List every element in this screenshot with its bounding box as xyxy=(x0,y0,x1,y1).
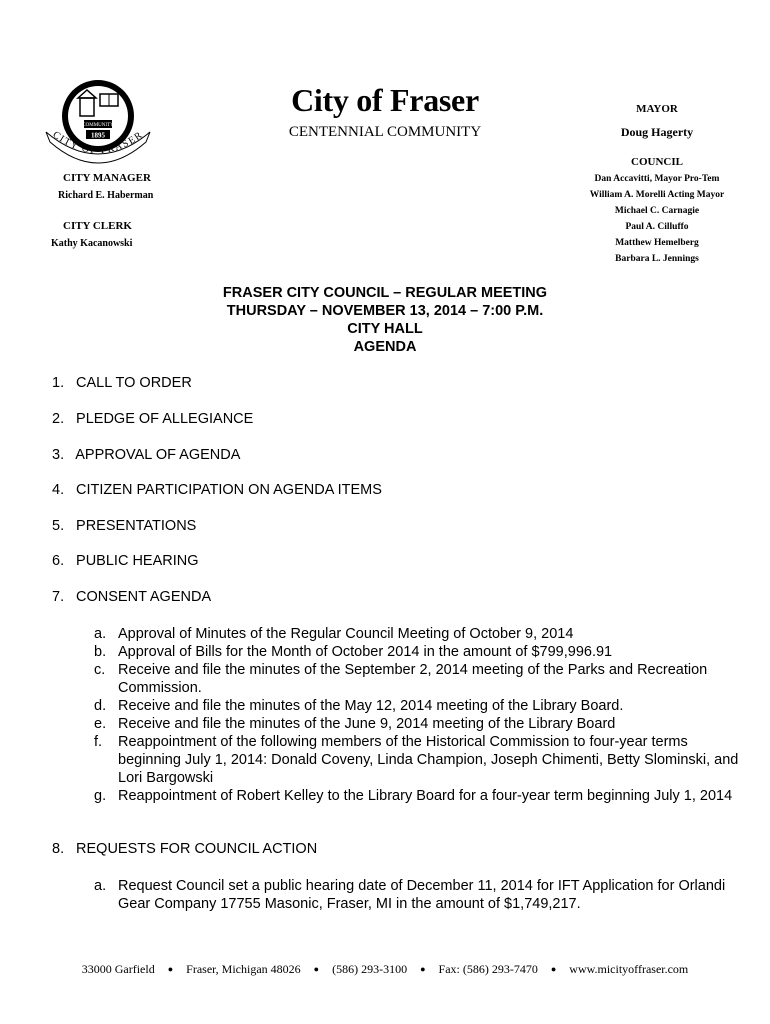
list-item-letter: c. xyxy=(94,662,106,678)
bullet-separator: ● xyxy=(313,964,320,974)
seal-year-text: 1895 xyxy=(91,131,105,140)
bullet-separator: ● xyxy=(420,964,426,974)
council-member: Dan Accavitti, Mayor Pro-Tem xyxy=(594,174,720,184)
bullet-separator: ● xyxy=(167,964,174,974)
agenda-item xyxy=(52,375,192,391)
list-item xyxy=(94,877,744,913)
agenda-item-text: CALL TO ORDER xyxy=(76,375,192,391)
agenda-item-number: 8. xyxy=(52,841,65,857)
list-item-letter: g. xyxy=(94,788,107,804)
footer-address: 33000 Garfield xyxy=(81,962,155,976)
meeting-agenda-label: AGENDA xyxy=(353,339,417,355)
seal-ring-text: CITY OF FRASER xyxy=(50,129,146,157)
agenda-item-text: PLEDGE OF ALLEGIANCE xyxy=(76,411,254,427)
list-item-text: Reappointment of the following members of the Historical Commission to four-year terms beginning July 1, 2014: Donald Coveny, Linda Champion, Joseph Chimenti, Betty Slominski, and Lori Bargowski xyxy=(118,734,739,786)
agenda-item-number: 3. xyxy=(52,447,65,463)
agenda-item xyxy=(52,553,199,569)
council-member: Matthew Hemelberg xyxy=(615,238,699,248)
city-clerk-label: CITY CLERK xyxy=(63,220,132,232)
agenda-item xyxy=(52,411,253,427)
agenda-item-number: 1. xyxy=(52,375,65,391)
agenda-item-text: PRESENTATIONS xyxy=(76,518,197,534)
city-manager-label: CITY MANAGER xyxy=(63,172,151,184)
list-item-text: Receive and file the minutes of the June 9, 2014 meeting of the Library Board xyxy=(118,716,616,732)
list-item-letter: a. xyxy=(94,878,107,894)
list-item xyxy=(94,661,744,697)
council-action-list xyxy=(94,877,744,913)
list-item xyxy=(94,643,744,661)
agenda-item xyxy=(52,589,211,605)
list-item-text: Approval of Bills for the Month of October 2014 in the amount of $799,996.91 xyxy=(118,644,613,660)
bullet-separator: ● xyxy=(550,964,557,974)
meeting-location: CITY HALL xyxy=(347,321,423,337)
list-item xyxy=(94,787,744,805)
footer-fax: Fax: (586) 293-7470 xyxy=(438,962,538,976)
city-clerk-name: Kathy Kacanowski xyxy=(51,238,133,249)
list-item-text: Receive and file the minutes of the September 2, 2014 meeting of the Parks and Recreation Commission. xyxy=(118,662,708,696)
list-item-letter: a. xyxy=(94,626,107,642)
council-member: Barbara L. Jennings xyxy=(615,254,699,264)
footer-phone: (586) 293-3100 xyxy=(332,962,408,976)
list-item-text: Request Council set a public hearing date of December 11, 2014 for IFT Application for Orlandi Gear Company 17755 Masonic, Fraser, MI in the amount of $1,749,217. xyxy=(118,878,726,912)
agenda-item-number: 2. xyxy=(52,411,65,427)
meeting-heading xyxy=(120,284,650,356)
city-title: City of Fraser xyxy=(291,82,479,118)
council-member: Michael C. Carnagie xyxy=(614,206,700,216)
council-member: William A. Morelli Acting Mayor xyxy=(589,190,725,200)
agenda-item xyxy=(52,447,240,463)
mayor-name: Doug Hagerty xyxy=(620,125,694,139)
footer-contact xyxy=(0,962,770,977)
consent-agenda-list xyxy=(94,625,744,805)
list-item-letter: e. xyxy=(94,716,107,732)
agenda-item-text: CONSENT AGENDA xyxy=(76,589,212,605)
agenda-item-number: 5. xyxy=(52,518,65,534)
agenda-item-number: 6. xyxy=(52,553,65,569)
agenda-item-text: PUBLIC HEARING xyxy=(76,553,199,569)
list-item xyxy=(94,715,744,733)
seal-community-text: COMMUNITY xyxy=(82,123,114,128)
list-item-letter: f. xyxy=(94,734,103,750)
city-seal-logo xyxy=(42,76,154,172)
agenda-item-number: 4. xyxy=(52,482,65,498)
list-item-letter: b. xyxy=(94,644,107,660)
agenda-item xyxy=(52,518,196,534)
list-item-text: Reappointment of Robert Kelley to the Library Board for a four-year term beginning July 1, 2014 xyxy=(118,788,733,804)
list-item xyxy=(94,625,744,643)
footer-website-link[interactable]: www.micityoffraser.com xyxy=(569,962,689,976)
meeting-date: THURSDAY – NOVEMBER 13, 2014 – 7:00 P.M. xyxy=(226,303,544,319)
agenda-item-text: REQUESTS FOR COUNCIL ACTION xyxy=(76,841,318,857)
council-member: Paul A. Cilluffo xyxy=(625,222,689,232)
agenda-item xyxy=(52,482,382,498)
meeting-title: FRASER CITY COUNCIL – REGULAR MEETING xyxy=(222,285,548,301)
city-subtitle: CENTENNIAL COMMUNITY xyxy=(288,124,482,140)
list-item-text: Receive and file the minutes of the May 12, 2014 meeting of the Library Board. xyxy=(118,698,624,714)
mayor-label: MAYOR xyxy=(636,103,678,115)
agenda-item-text: APPROVAL OF AGENDA xyxy=(75,447,241,463)
list-item xyxy=(94,697,744,715)
council-label: COUNCIL xyxy=(631,156,683,168)
agenda-item-text: CITIZEN PARTICIPATION ON AGENDA ITEMS xyxy=(76,482,382,498)
city-manager-name: Richard E. Haberman xyxy=(58,190,154,201)
agenda-item xyxy=(52,841,317,857)
footer-city: Fraser, Michigan 48026 xyxy=(186,962,301,976)
list-item xyxy=(94,733,744,787)
agenda-item-number: 7. xyxy=(52,589,65,605)
list-item-text: Approval of Minutes of the Regular Council Meeting of October 9, 2014 xyxy=(118,626,574,642)
list-item-letter: d. xyxy=(94,698,107,714)
